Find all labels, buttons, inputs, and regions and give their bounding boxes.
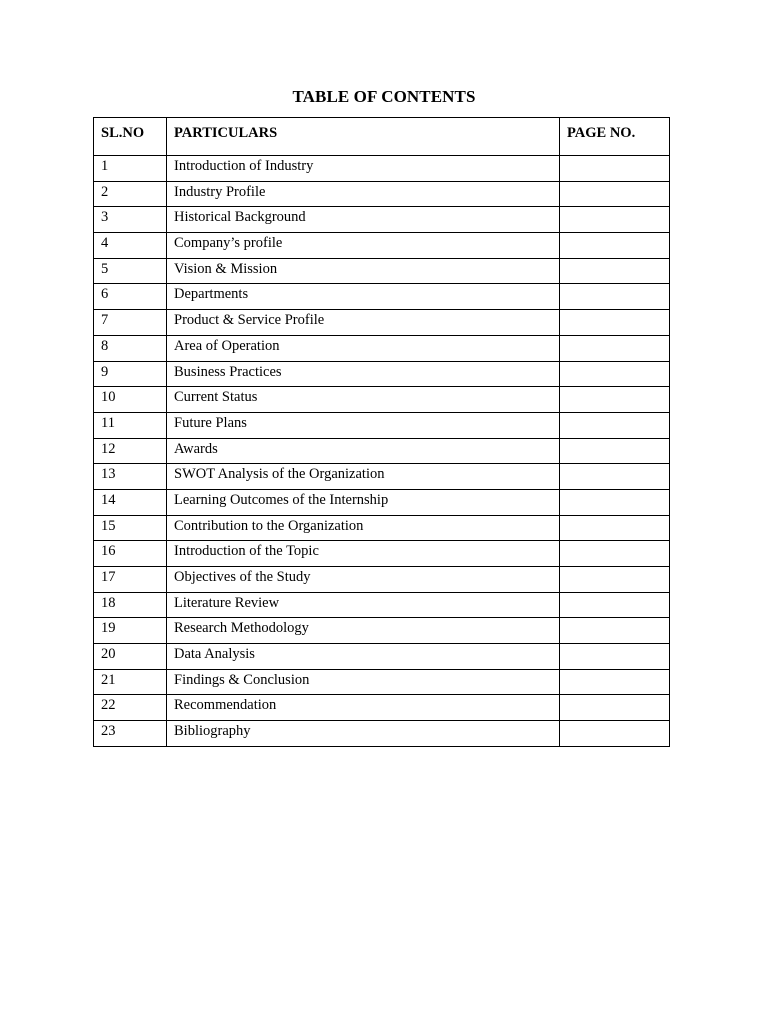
header-page-no: PAGE NO. (560, 118, 670, 156)
table-row (94, 207, 670, 233)
cell-particular: Learning Outcomes of the Internship (167, 489, 560, 515)
cell-page-no (560, 592, 670, 618)
cell-sl-no: 9 (94, 361, 167, 387)
table-header-row (94, 118, 670, 156)
cell-sl-no: 22 (94, 695, 167, 721)
table-row (94, 438, 670, 464)
cell-particular: Future Plans (167, 412, 560, 438)
cell-particular: Departments (167, 284, 560, 310)
table-row (94, 258, 670, 284)
cell-particular: Literature Review (167, 592, 560, 618)
cell-sl-no: 11 (94, 412, 167, 438)
cell-particular: Business Practices (167, 361, 560, 387)
table-row (94, 695, 670, 721)
cell-particular: Industry Profile (167, 181, 560, 207)
cell-sl-no: 21 (94, 669, 167, 695)
cell-particular: Product & Service Profile (167, 310, 560, 336)
cell-page-no (560, 258, 670, 284)
cell-sl-no: 12 (94, 438, 167, 464)
cell-page-no (560, 567, 670, 593)
cell-page-no (560, 464, 670, 490)
cell-page-no (560, 181, 670, 207)
cell-particular: Contribution to the Organization (167, 515, 560, 541)
table-row (94, 181, 670, 207)
cell-sl-no: 2 (94, 181, 167, 207)
cell-sl-no: 14 (94, 489, 167, 515)
table-row (94, 156, 670, 182)
table-row (94, 489, 670, 515)
cell-particular: Research Methodology (167, 618, 560, 644)
table-body (94, 156, 670, 747)
cell-page-no (560, 156, 670, 182)
table-row (94, 515, 670, 541)
cell-page-no (560, 669, 670, 695)
cell-sl-no: 23 (94, 721, 167, 747)
table-row (94, 721, 670, 747)
table-row (94, 618, 670, 644)
table-row (94, 541, 670, 567)
table-row (94, 592, 670, 618)
cell-page-no (560, 541, 670, 567)
table-row (94, 669, 670, 695)
cell-sl-no: 5 (94, 258, 167, 284)
cell-particular: Recommendation (167, 695, 560, 721)
cell-sl-no: 4 (94, 233, 167, 259)
cell-sl-no: 15 (94, 515, 167, 541)
cell-sl-no: 10 (94, 387, 167, 413)
cell-sl-no: 19 (94, 618, 167, 644)
page-title: TABLE OF CONTENTS (292, 87, 476, 106)
cell-sl-no: 7 (94, 310, 167, 336)
table-row (94, 412, 670, 438)
cell-particular: Findings & Conclusion (167, 669, 560, 695)
table-row (94, 233, 670, 259)
cell-sl-no: 16 (94, 541, 167, 567)
cell-page-no (560, 721, 670, 747)
table-row (94, 361, 670, 387)
cell-page-no (560, 695, 670, 721)
cell-particular: Objectives of the Study (167, 567, 560, 593)
cell-sl-no: 20 (94, 644, 167, 670)
cell-sl-no: 8 (94, 335, 167, 361)
cell-particular: Data Analysis (167, 644, 560, 670)
cell-page-no (560, 438, 670, 464)
cell-particular: Current Status (167, 387, 560, 413)
cell-sl-no: 1 (94, 156, 167, 182)
cell-page-no (560, 489, 670, 515)
cell-particular: Vision & Mission (167, 258, 560, 284)
cell-page-no (560, 387, 670, 413)
cell-page-no (560, 335, 670, 361)
table-row (94, 644, 670, 670)
cell-sl-no: 13 (94, 464, 167, 490)
table-row (94, 464, 670, 490)
table-row (94, 284, 670, 310)
cell-page-no (560, 361, 670, 387)
cell-page-no (560, 515, 670, 541)
table-row (94, 387, 670, 413)
cell-sl-no: 17 (94, 567, 167, 593)
cell-page-no (560, 644, 670, 670)
cell-particular: Area of Operation (167, 335, 560, 361)
cell-sl-no: 6 (94, 284, 167, 310)
cell-particular: Awards (167, 438, 560, 464)
cell-particular: Company’s profile (167, 233, 560, 259)
cell-page-no (560, 618, 670, 644)
cell-page-no (560, 310, 670, 336)
cell-page-no (560, 207, 670, 233)
cell-sl-no: 18 (94, 592, 167, 618)
table-row (94, 335, 670, 361)
cell-particular: Introduction of the Topic (167, 541, 560, 567)
cell-particular: Historical Background (167, 207, 560, 233)
table-row (94, 567, 670, 593)
cell-page-no (560, 233, 670, 259)
cell-page-no (560, 412, 670, 438)
header-sl-no: SL.NO (94, 118, 167, 156)
cell-sl-no: 3 (94, 207, 167, 233)
cell-particular: Bibliography (167, 721, 560, 747)
table-row (94, 310, 670, 336)
cell-particular: SWOT Analysis of the Organization (167, 464, 560, 490)
header-particulars: PARTICULARS (167, 118, 560, 156)
cell-particular: Introduction of Industry (167, 156, 560, 182)
cell-page-no (560, 284, 670, 310)
contents-table (93, 117, 670, 747)
